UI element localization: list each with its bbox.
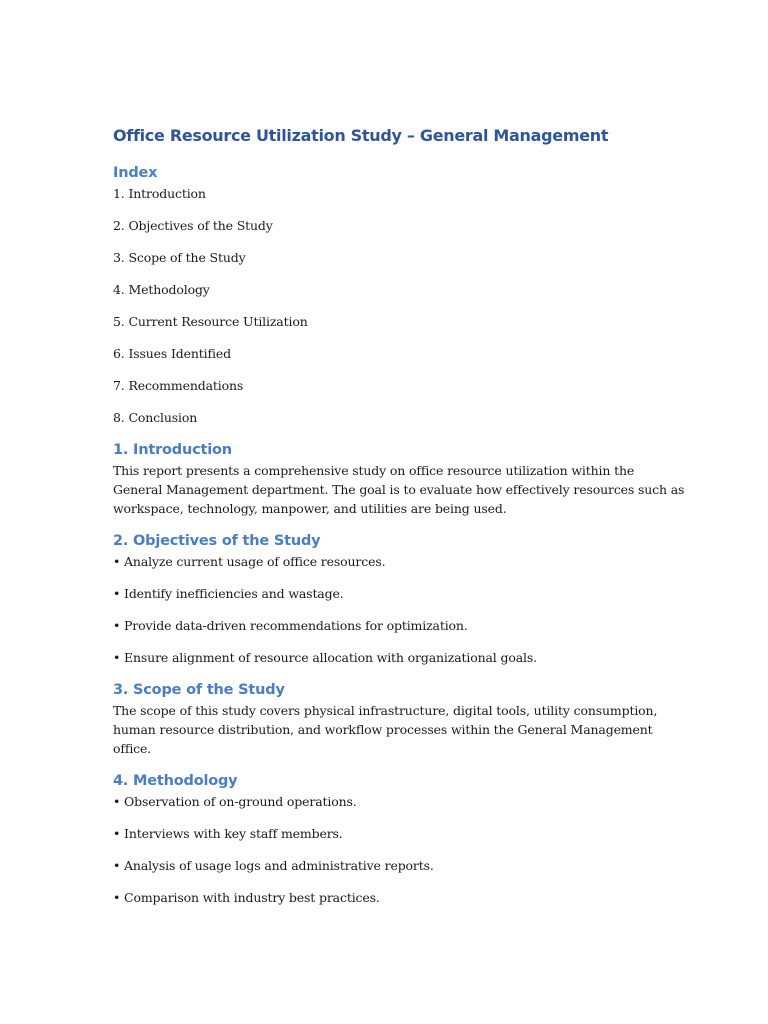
index-heading: Index	[113, 165, 158, 181]
section-heading-methodology: 4. Methodology	[113, 773, 238, 789]
index-item-current-utilization: 5. Current Resource Utilization	[113, 314, 308, 329]
index-item-methodology: 4. Methodology	[113, 282, 210, 297]
objectives-list	[113, 552, 658, 667]
section-heading-objectives: 2. Objectives of the Study	[113, 533, 321, 549]
section-heading-introduction: 1. Introduction	[113, 442, 232, 458]
paragraph-line: General Management department. The goal is to evaluate how effectively resources such as	[113, 482, 685, 497]
paragraph-line: human resource distribution, and workflow processes within the General Management	[113, 722, 653, 737]
index-item-recommendations: 7. Recommendations	[113, 378, 244, 393]
methodology-bullet: • Analysis of usage logs and administrative reports.	[113, 858, 434, 873]
index-item-objectives: 2. Objectives of the Study	[113, 218, 273, 233]
methodology-bullet: • Interviews with key staff members.	[113, 826, 343, 841]
paragraph-line: This report presents a comprehensive study on office resource utilization within the	[113, 463, 635, 478]
objective-bullet: • Analyze current usage of office resources.	[113, 554, 386, 569]
methodology-bullet: • Observation of on-ground operations.	[113, 794, 357, 809]
objective-bullet: • Provide data-driven recommendations for optimization.	[113, 618, 468, 633]
document-page	[113, 124, 685, 907]
scope-paragraph	[113, 701, 658, 758]
paragraph-line: office.	[113, 741, 152, 756]
document-title: Office Resource Utilization Study – General Management	[113, 126, 609, 145]
index-item-scope: 3. Scope of the Study	[113, 250, 246, 265]
index-list	[113, 184, 658, 427]
methodology-bullet: • Comparison with industry best practices.	[113, 890, 380, 905]
index-item-introduction: 1. Introduction	[113, 186, 206, 201]
paragraph-line: workspace, technology, manpower, and utilities are being used.	[113, 501, 507, 516]
objective-bullet: • Ensure alignment of resource allocation with organizational goals.	[113, 650, 537, 665]
introduction-paragraph	[113, 461, 685, 518]
section-heading-scope: 3. Scope of the Study	[113, 682, 285, 698]
paragraph-line: The scope of this study covers physical infrastructure, digital tools, utility consumption,	[113, 703, 658, 718]
index-item-conclusion: 8. Conclusion	[113, 410, 198, 425]
objective-bullet: • Identify inefficiencies and wastage.	[113, 586, 344, 601]
index-item-issues: 6. Issues Identified	[113, 346, 231, 361]
methodology-list	[113, 792, 658, 907]
